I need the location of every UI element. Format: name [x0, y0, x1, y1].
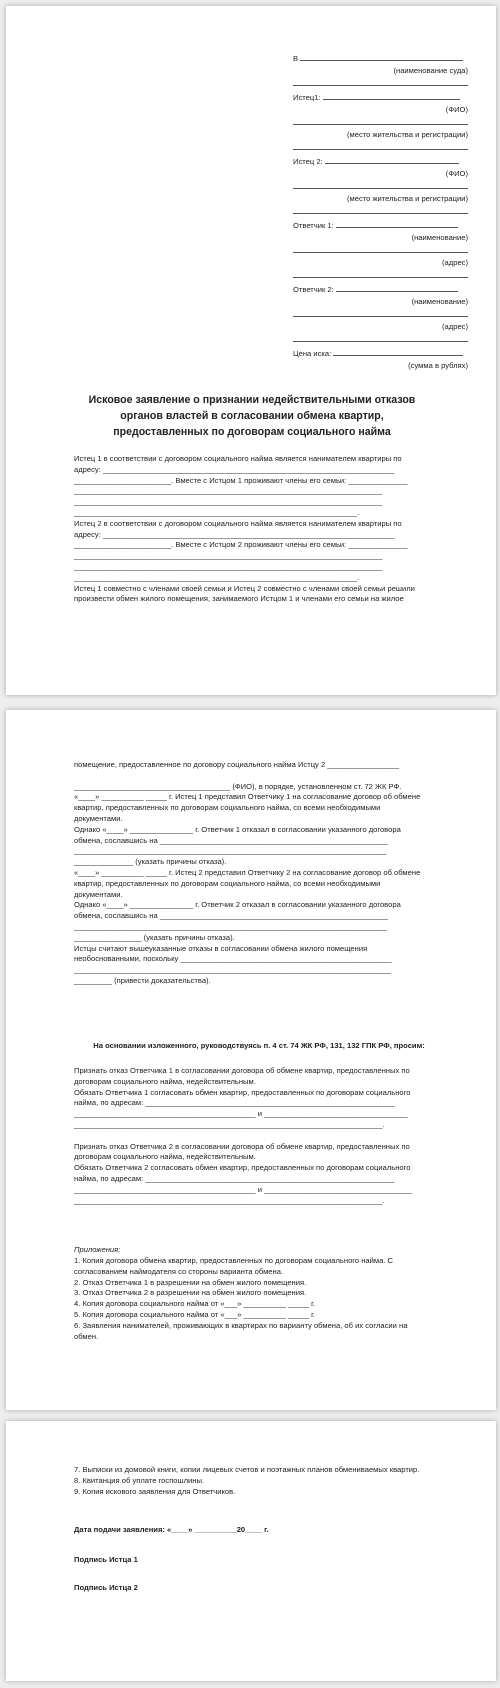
defendant1-name-hint: (наименование) — [411, 232, 468, 242]
document-page-2 — [6, 710, 496, 1410]
plaintiff1-fio-hint: (ФИО) — [445, 104, 468, 114]
claim-value-field — [333, 347, 463, 356]
to-prefix: В — [293, 54, 301, 63]
defendant2-extra-field — [293, 333, 468, 342]
defendant2-label: Ответчик 2: — [293, 284, 336, 294]
plaintiff1-residence-hint: (место жительства и регистрации) — [346, 130, 468, 140]
plaintiff2-residence-field — [293, 180, 468, 189]
defendant1-label: Ответчик 1: — [293, 220, 336, 230]
defendant2-address-field — [293, 308, 468, 317]
legal-basis: На основании изложенного, руководствуясь п. 4 ст. 74 ЖК РФ, 131, 132 ГПК РФ, просим: — [93, 1041, 425, 1050]
claim-value-hint: (сумма в рублях) — [408, 360, 468, 370]
plaintiff2-fio-hint: (ФИО) — [445, 168, 468, 178]
court-field — [300, 52, 463, 61]
claim-value-label: Цена иска: — [293, 348, 334, 358]
plaintiff1-field — [323, 91, 460, 100]
page2-body: помещение, предоставленное по договору социального найма Истцу 2 _________________ _____________________________________ (ФИО), в порядке, установленном ст. 72 ЖК РФ. «____» __________ _____ г. Истец 1 представил Ответчику 1 на согласование договор об обмене квартир, предоставленных по договорам социального найма, со всеми необходимыми документами. Однако «____» _______________ г. Ответчик 1 отказал в согласовании указанного договора обмена, сославшись на ______________________________________________________ __________________________________________________________________________ ______________ (указать причины отказа). «____» __________ _____ г. Истец 2 представил Ответчику 2 на согласование договор об обмене квартир, предоставленных по договорам социального найма, со всеми необходимыми документами. Однако «____» _______________ г. Ответчик 2 отказал в согласовании указанного договора обмена, сославшись на ______________________________________________________ __________________________________________________________________________ ________________ (указать причины отказа). Истцы считают вышеуказанные отказы в согласовании обмена жилого помещения необоснованными, поскольку __________________________________________________ ___________________________________________________________________________ _________ (привести доказательства). — [74, 760, 421, 985]
attachments-label: Приложения: — [74, 1245, 121, 1254]
court-hint: (наименование суда) — [393, 66, 468, 76]
defendant2-name-hint: (наименование) — [411, 296, 468, 306]
document-page-3 — [6, 1421, 496, 1681]
plaintiff1-label: Истец1: — [293, 92, 323, 102]
requests-body: Признать отказ Ответчика 1 в согласовании договора об обмене квартир, предоставленных по договорам социального найма, недействительным. Обязать Ответчика 1 согласовать обмен квартир, предоставленных по договорам социального найма, по адресам: ___________________________________________________________ ___________________________________________ и __________________________________ _________________________________________________________________________. Признать отказ Ответчика 2 в согласовании договора об обмене квартир, предоставленных по договорам социального найма, недействительным. Обязать Ответчика 2 согласовать обмен квартир, предоставленных по договорам социального найма, по адресам: ___________________________________________________________ ___________________________________________ и ___________________________________ _________________________________________________________________________. — [74, 1066, 412, 1205]
plaintiff2-residence-hint: (место жительства и регистрации) — [346, 194, 468, 204]
claim-header — [293, 52, 468, 372]
attachments-list-1: 1. Копия договора обмена квартир, предоставленных по договорам социального найма. С согласованием наймодателя со стороны варианта обмена. 2. Отказ Ответчика 1 в разрешении на обмен жилого помещения. 3. Отказ Ответчика 2 в разрешении на обмен жилого помещения. 4. Копия договора социального найма от «___» __________ _____ г. 5. Копия договора социального найма от «___» __________ _____ г. 6. Заявления нанимателей, проживающих в квартирах по варианту обмена, об их согласии на обмен. — [74, 1256, 408, 1341]
defendant2-address-hint: (адрес) — [442, 322, 468, 332]
defendant2-field — [336, 283, 458, 292]
court-field-2 — [293, 77, 468, 86]
defendant1-address-hint: (адрес) — [442, 258, 468, 268]
signature-plaintiff-1: Подпись Истца 1 — [74, 1555, 138, 1564]
defendant1-address-field — [293, 244, 468, 253]
plaintiff2-extra-field — [293, 205, 468, 214]
signature-plaintiff-2: Подпись Истца 2 — [74, 1583, 138, 1592]
defendant1-field — [336, 219, 458, 228]
page1-body: Истец 1 в соответствии с договором социального найма является нанимателем квартиры по адресу: _____________________________________________________________________ _______________________. Вместе с Истцом 1 проживают члены его семьи: ______________ _________________________________________________________________________ _________________________________________________________________________ ___________________________________________________________________. Истец 2 в соответствии с договором социального найма является нанимателем квартиры по адресу: _____________________________________________________________________ _______________________. Вместе с Истцом 2 проживают члены его семьи: ______________ _________________________________________________________________________ _________________________________________________________________________ ___________________________________________________________________. Истец 1 совместно с членами своей семьи и Истец 2 совместно с членами своей семьи решили произвести обмен жилого помещения, занимаемого Истцом 1 и членами его семьи на жилое — [74, 454, 415, 604]
document-title: Исковое заявление о признании недействительными отказов органов властей в согласовании обмена квартир, предоставленных по договорам социального найма — [88, 394, 416, 438]
attachments-list-2: 7. Выписки из домовой книги, копии лицевых счетов и поэтажных планов обмениваемых квартир. 8. Квитанция об уплате госпошлины. 9. Копия искового заявления для Ответчиков. — [74, 1465, 420, 1496]
document-page-1 — [6, 6, 496, 695]
filing-date: Дата подачи заявления: «____» __________20____ г. — [74, 1525, 269, 1534]
plaintiff1-residence-field — [293, 116, 468, 125]
court-line — [293, 52, 468, 65]
plaintiff1-extra-field — [293, 141, 468, 150]
plaintiff2-label: Истец 2: — [293, 156, 325, 166]
defendant1-extra-field — [293, 269, 468, 278]
plaintiff2-field — [325, 155, 459, 164]
